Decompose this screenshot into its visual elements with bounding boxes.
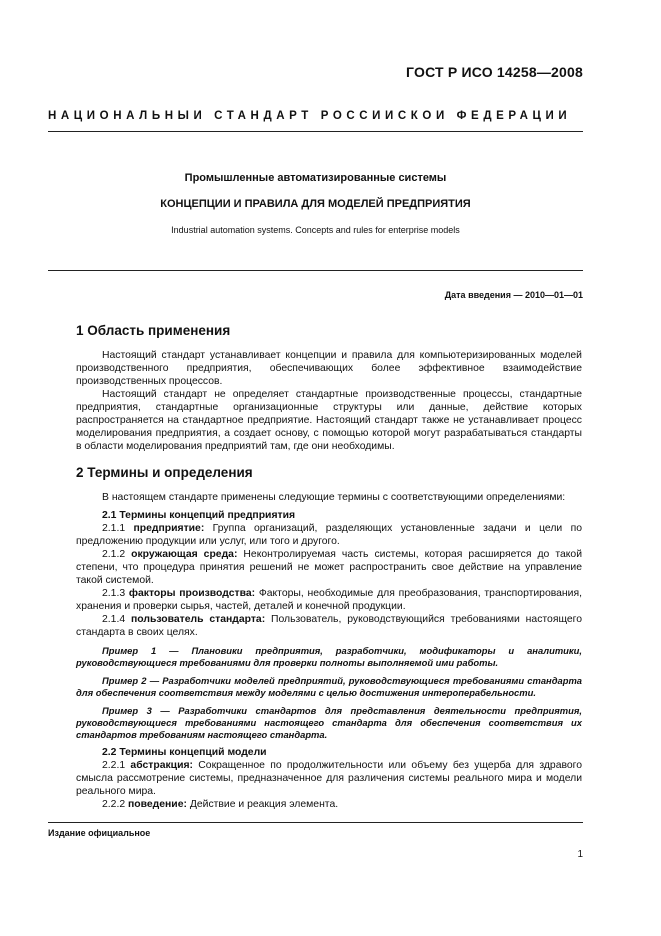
term-2-1-1 [76, 522, 582, 548]
term-number: 2.1.1 [102, 523, 134, 534]
section-1-heading: 1 Область применения [76, 323, 231, 338]
example-2: Пример 2 — Разработчики моделей предприятий, руководствующиеся требованиями стандарта для обеспечения соответствия между моделями с целью достижения интероперабельности. [76, 675, 582, 698]
title-line-2: КОНЦЕПЦИИ И ПРАВИЛА ДЛЯ МОДЕЛЕЙ ПРЕДПРИЯТИЯ [160, 198, 471, 210]
term-name: факторы производства: [128, 588, 256, 599]
national-standard-banner: НАЦИОНАЛЬНЫЙ СТАНДАРТ РОССИЙСКОЙ ФЕДЕРАЦИИ [48, 110, 572, 122]
term-definition: Неконтролируемая часть системы, которая расширяется до такой степени, что процедура принятия решений не может распространить свое действие на управление такой системой. [76, 549, 583, 586]
section-2-heading: 2 Термины и определения [76, 465, 253, 480]
subsection-2-2-heading: 2.2 Термины концепций модели [102, 747, 267, 758]
term-definition: Пользователь, руководствующийся требованиями настоящего стандарта в своих целях. [76, 614, 582, 638]
header-divider [48, 131, 583, 132]
term-definition: Действие и реакция элемента. [186, 799, 339, 810]
footer-divider [48, 822, 583, 823]
title-line-1: Промышленные автоматизированные системы [184, 172, 447, 184]
term-name: абстракция: [130, 760, 193, 771]
term-name: предприятие: [133, 523, 205, 534]
title-english: Industrial automation systems. Concepts and rules for enterprise models [171, 225, 460, 235]
term-2-2-1 [76, 759, 582, 798]
term-definition: Факторы, необходимые для преобразования, транспортирования, хранения и проверки сырья, частей, деталей и конечной продукции. [76, 588, 582, 612]
term-name: поведение: [128, 799, 187, 810]
term-name: окружающая среда: [131, 549, 238, 560]
section-1-paragraph-2: Настоящий стандарт не определяет стандартные производственные процессы, стандартные предприятия, стандартные организационные структуры или данные, действие которых распространяется на стандартное предприятие. Настоящий стандарт также не устанавливает процесс моделирования предприятия, а создает основу, с помощью которой могут разрабатываться стандарты в области моделирования предприятий там, где они необходимы. [76, 389, 582, 452]
term-definition: Сокращенное по продолжительности или объему без ущерба для здравого смысла рассмотрение системы, предназначенное для различения системы реального мира и модели реального мира. [76, 760, 582, 797]
section-1-paragraph-1: Настоящий стандарт устанавливает концепции и правила для компьютеризированных моделей производственного предприятия, обеспечивающих более эффективное взаимодействие производственных процессов. [76, 350, 582, 387]
term-number: 2.2.2 [102, 799, 128, 810]
term-2-1-2 [76, 548, 582, 587]
subsection-2-1-heading: 2.1 Термины концепций предприятия [102, 510, 296, 521]
section-2-intro: В настоящем стандарте применены следующие термины с соответствующими определениями: [102, 492, 566, 503]
term-number: 2.2.1 [102, 760, 131, 771]
title-divider [48, 270, 583, 271]
term-number: 2.1.4 [102, 614, 131, 625]
term-number: 2.1.2 [102, 549, 132, 560]
page-number: 1 [577, 849, 583, 860]
term-number: 2.1.3 [102, 588, 129, 599]
example-1: Пример 1 — Плановики предприятия, разработчики, модификаторы и аналитики, руководствующиеся требованиями для проверки полноты выполняемой ими работы. [76, 645, 582, 668]
introduction-date: Дата введения — 2010—01—01 [444, 290, 583, 300]
document-body [76, 323, 582, 811]
example-3: Пример 3 — Разработчики стандартов для представления деятельности предприятия, руководствующиеся требованиями настоящего стандарта для обеспечения соответствия их стандартов требованиям настоящего стандарта. [76, 705, 582, 740]
term-2-1-3 [76, 587, 582, 613]
term-name: пользователь стандарта: [130, 614, 266, 625]
term-2-1-4 [76, 613, 582, 639]
term-definition: Группа организаций, разделяющих установленные задачи и цели по предложению продукции или услуг, или того и другого. [76, 523, 582, 547]
term-2-2-2 [76, 798, 582, 811]
standard-number: ГОСТ Р ИСО 14258—2008 [406, 64, 583, 80]
official-edition-note: Издание официальное [48, 828, 151, 838]
